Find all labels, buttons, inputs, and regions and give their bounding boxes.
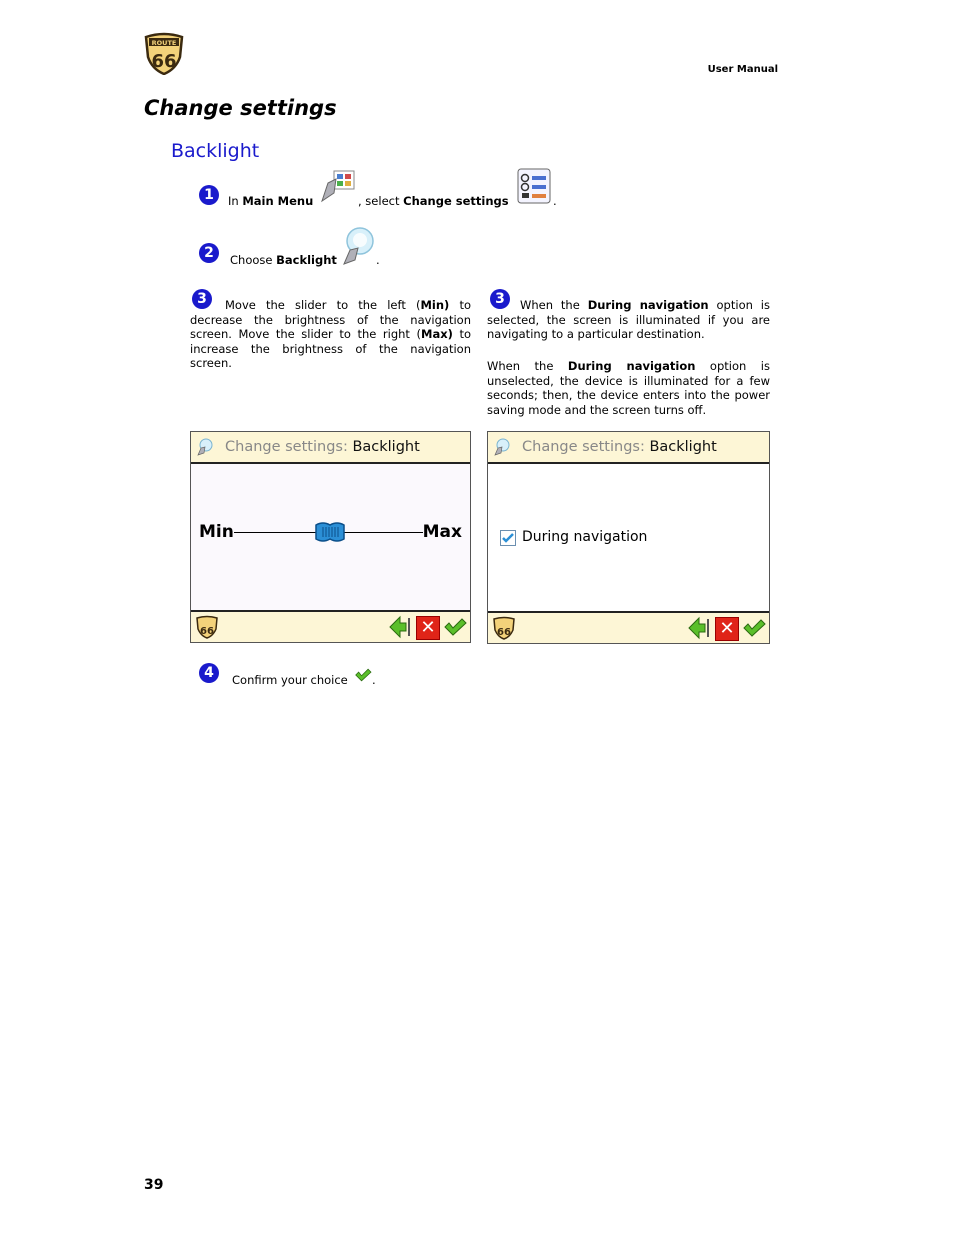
change-settings-icon <box>516 168 552 204</box>
step-2-text: Choose Backlight <box>230 253 337 267</box>
route66-logo-small <box>195 615 219 639</box>
route66-logo-small <box>492 616 516 640</box>
page-title: Change settings <box>144 96 337 120</box>
screen-title-bar <box>191 432 470 464</box>
confirm-icon[interactable] <box>443 616 467 638</box>
step-3a-number: 3 <box>192 289 212 309</box>
step-3b-number: 3 <box>490 289 510 309</box>
step-2-end: . <box>376 253 380 267</box>
slider-thumb[interactable] <box>313 521 347 543</box>
confirm-icon[interactable] <box>742 617 766 639</box>
manual-title: User Manual <box>707 64 778 75</box>
step-4-text: Confirm your choice <box>232 673 348 687</box>
confirm-check-icon <box>353 667 373 683</box>
cancel-icon[interactable]: ✕ <box>416 616 440 640</box>
step-2-number: 2 <box>199 243 219 263</box>
back-icon[interactable] <box>687 616 711 640</box>
slider-min-label: Min <box>199 522 234 542</box>
bulb-icon <box>493 438 511 456</box>
step-4-number: 4 <box>199 663 219 683</box>
page-number: 39 <box>144 1177 164 1193</box>
step-1-end: . <box>553 194 557 208</box>
step-1-number: 1 <box>199 185 219 205</box>
svg-text:66: 66 <box>497 627 511 638</box>
svg-text:66: 66 <box>200 626 214 637</box>
slider-max-label: Max <box>422 522 462 542</box>
section-title: Backlight <box>171 140 260 162</box>
during-navigation-checkbox[interactable] <box>500 530 516 546</box>
step-3b-text-2: When the During navigation option is unselected, the device is illuminated for a few seconds; then, the device enters into the power saving mode and the screen turns off. <box>487 359 770 417</box>
svg-text:66: 66 <box>151 51 177 72</box>
cancel-icon[interactable]: ✕ <box>715 617 739 641</box>
step-3b-text-1: When the During navigation option is selected, the screen is illuminated if you are navigating to a particular destination. <box>487 298 770 341</box>
during-navigation-label[interactable]: During navigation <box>522 529 648 545</box>
screen-title: Change settings: Backlight <box>522 439 717 455</box>
backlight-slider-screen <box>190 431 471 643</box>
route66-logo <box>142 31 186 75</box>
step-4-end: . <box>372 673 376 687</box>
step-1-text: In Main Menu <box>228 194 314 208</box>
screen-title-bar <box>488 432 769 464</box>
change-settings-label: Change settings <box>403 194 509 208</box>
slider-area <box>191 464 470 610</box>
screen-footer <box>191 610 470 642</box>
main-menu-icon <box>320 169 356 203</box>
screen-title: Change settings: Backlight <box>225 439 420 455</box>
backlight-icon <box>340 226 376 266</box>
backlight-option-screen <box>487 431 770 644</box>
bulb-icon <box>196 438 214 456</box>
step-3a-text: Move the slider to the left (Min) to decrease the brightness of the navigation screen. Move the slider to the right (Max) to increase the brightness of the navigation screen. <box>190 298 472 370</box>
svg-text:ROUTE: ROUTE <box>151 39 177 47</box>
screen-footer <box>488 611 769 643</box>
step-1-select-text: , select <box>358 194 400 208</box>
back-icon[interactable] <box>388 615 412 639</box>
